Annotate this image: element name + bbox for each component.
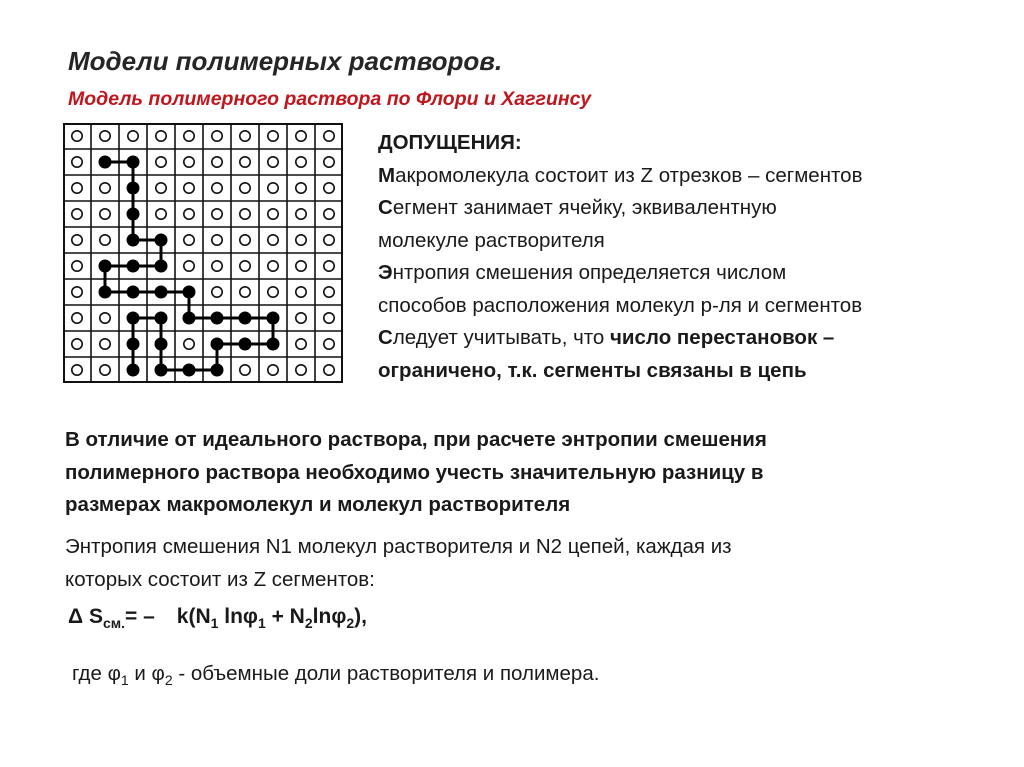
solvent-site	[324, 287, 334, 297]
assumptions-heading: ДОПУЩЕНИЯ:	[378, 131, 522, 154]
assumption-line	[378, 192, 1018, 225]
bold-paragraph-line: размерах макромолекул и молекул растворителя	[65, 493, 571, 516]
solvent-site	[240, 235, 250, 245]
solvent-site	[324, 261, 334, 271]
solvent-site	[156, 183, 166, 193]
solvent-site	[240, 183, 250, 193]
solvent-site	[184, 183, 194, 193]
polymer-segment	[99, 260, 112, 273]
bold-paragraph	[65, 424, 1015, 522]
entropy-paragraph-line: Энтропия смешения N1 молекул растворителя и N2 цепей, каждая из	[65, 535, 732, 558]
footnote-mid: и φ	[128, 662, 165, 685]
solvent-site	[212, 183, 222, 193]
solvent-site	[72, 261, 82, 271]
polymer-segment	[267, 338, 280, 351]
solvent-site	[212, 261, 222, 271]
formula-ln2: lnφ	[312, 605, 347, 628]
assumption-lead-letter: М	[378, 163, 396, 187]
assumption-lead-letter: С	[378, 196, 393, 219]
footnote	[72, 662, 599, 688]
solvent-site	[184, 235, 194, 245]
solvent-site	[324, 339, 334, 349]
assumption-bold-text: число перестановок –	[610, 326, 835, 349]
solvent-site	[72, 209, 82, 219]
solvent-site	[240, 287, 250, 297]
solvent-site	[72, 365, 82, 375]
assumption-lead-letter: С	[378, 326, 393, 349]
solvent-site	[296, 235, 306, 245]
solvent-site	[268, 365, 278, 375]
solvent-site	[296, 183, 306, 193]
polymer-segment	[183, 286, 196, 299]
formula-eq: = –	[125, 605, 155, 628]
assumption-text: способов расположения молекул р-ля и сегментов	[378, 293, 863, 317]
solvent-site	[184, 209, 194, 219]
solvent-site	[212, 209, 222, 219]
solvent-site	[100, 339, 110, 349]
polymer-segment	[155, 364, 168, 377]
assumptions-list	[378, 160, 1018, 388]
entropy-paragraph-line: которых состоит из Z сегментов:	[65, 568, 375, 591]
assumptions-block	[378, 127, 1018, 387]
solvent-site	[324, 209, 334, 219]
solvent-site	[296, 313, 306, 323]
assumption-line	[378, 160, 1018, 193]
polymer-segment	[155, 338, 168, 351]
polymer-segment	[127, 312, 140, 325]
polymer-segment	[99, 286, 112, 299]
solvent-site	[324, 157, 334, 167]
solvent-site	[212, 235, 222, 245]
solvent-site	[100, 131, 110, 141]
polymer-segment	[127, 182, 140, 195]
polymer-segment	[127, 156, 140, 169]
solvent-site	[268, 131, 278, 141]
formula-n2-sub: 2	[304, 615, 313, 632]
polymer-segment	[155, 312, 168, 325]
solvent-site	[184, 339, 194, 349]
solvent-site	[100, 235, 110, 245]
footnote-sub1: 1	[120, 672, 129, 689]
solvent-site	[184, 131, 194, 141]
solvent-site	[324, 131, 334, 141]
solvent-site	[156, 157, 166, 167]
solvent-site	[212, 157, 222, 167]
flory-huggins-lattice	[63, 123, 343, 383]
polymer-segment	[183, 312, 196, 325]
polymer-segment	[127, 364, 140, 377]
solvent-site	[240, 209, 250, 219]
formula-end: ),	[354, 605, 367, 628]
solvent-site	[324, 183, 334, 193]
solvent-site	[268, 183, 278, 193]
formula-delta: Δ	[68, 605, 84, 628]
assumption-text: акромолекула состоит из Z отрезков – сегментов	[395, 163, 863, 187]
solvent-site	[240, 131, 250, 141]
entropy-formula	[68, 605, 367, 631]
solvent-site	[324, 235, 334, 245]
solvent-site	[296, 339, 306, 349]
solvent-site	[212, 287, 222, 297]
solvent-site	[324, 313, 334, 323]
polymer-segment	[127, 260, 140, 273]
solvent-site	[184, 261, 194, 271]
polymer-segment	[99, 156, 112, 169]
polymer-segment	[267, 312, 280, 325]
solvent-site	[72, 157, 82, 167]
polymer-segment	[155, 260, 168, 273]
slide-title: Модели полимерных растворов.	[68, 46, 503, 76]
footnote-prefix: где φ	[72, 662, 121, 685]
polymer-segment	[155, 286, 168, 299]
polymer-segment	[211, 338, 224, 351]
solvent-site	[240, 365, 250, 375]
solvent-site	[72, 235, 82, 245]
polymer-segment	[211, 312, 224, 325]
solvent-site	[324, 365, 334, 375]
polymer-segment	[239, 312, 252, 325]
polymer-segment	[183, 364, 196, 377]
solvent-site	[100, 313, 110, 323]
assumption-lead-letter: Э	[378, 261, 393, 284]
polymer-segment	[127, 286, 140, 299]
solvent-site	[296, 365, 306, 375]
footnote-suffix: - объемные доли растворителя и полимера.	[172, 662, 600, 685]
solvent-site	[72, 131, 82, 141]
slide-subtitle: Модель полимерного раствора по Флори и Хаггинсу	[68, 88, 592, 110]
solvent-site	[100, 209, 110, 219]
assumption-text: егмент занимает ячейку, эквивалентную	[392, 196, 777, 219]
assumption-text: молекуле растворителя	[378, 228, 605, 252]
assumption-text: ледует учитывать, что	[392, 326, 611, 349]
formula-plus: + N	[265, 605, 305, 628]
polymer-segment	[127, 338, 140, 351]
assumption-line	[378, 257, 1018, 290]
formula-s: S	[88, 605, 103, 628]
solvent-site	[268, 287, 278, 297]
assumption-text: нтропия смешения определяется числом	[392, 261, 787, 284]
solvent-site	[72, 183, 82, 193]
solvent-site	[296, 157, 306, 167]
solvent-site	[72, 339, 82, 349]
solvent-site	[296, 131, 306, 141]
footnote-sub2: 2	[164, 672, 173, 689]
assumption-line	[378, 290, 1018, 323]
solvent-site	[128, 131, 138, 141]
solvent-site	[100, 183, 110, 193]
solvent-site	[156, 209, 166, 219]
solvent-site	[156, 131, 166, 141]
bold-paragraph-line: полимерного раствора необходимо учесть значительную разницу в	[65, 460, 764, 484]
solvent-site	[268, 261, 278, 271]
formula-k: k(N	[176, 605, 211, 628]
solvent-site	[100, 365, 110, 375]
solvent-site	[240, 157, 250, 167]
assumption-line	[378, 322, 1018, 355]
solvent-site	[240, 261, 250, 271]
formula-n1-sub: 1	[210, 615, 219, 632]
polymer-segment	[127, 234, 140, 247]
polymer-segment	[211, 364, 224, 377]
solvent-site	[184, 157, 194, 167]
solvent-site	[268, 209, 278, 219]
solvent-site	[296, 209, 306, 219]
formula-ln1: lnφ	[218, 605, 258, 628]
solvent-site	[212, 131, 222, 141]
solvent-site	[72, 287, 82, 297]
formula-s-sub: см.	[102, 615, 125, 632]
solvent-site	[268, 235, 278, 245]
solvent-site	[72, 313, 82, 323]
formula-phi1-sub: 1	[257, 615, 266, 632]
polymer-segment	[239, 338, 252, 351]
assumption-line	[378, 355, 1018, 388]
solvent-site	[296, 261, 306, 271]
assumption-line	[378, 225, 1018, 258]
solvent-site	[296, 287, 306, 297]
formula-phi2-sub: 2	[346, 615, 355, 632]
bold-paragraph-line: В отличие от идеального раствора, при расчете энтропии смешения	[65, 428, 767, 451]
polymer-segment	[127, 208, 140, 221]
polymer-segment	[155, 234, 168, 247]
assumption-bold-text: ограничено, т.к. сегменты связаны в цепь	[378, 358, 807, 382]
solvent-site	[268, 157, 278, 167]
entropy-paragraph	[65, 530, 1015, 596]
